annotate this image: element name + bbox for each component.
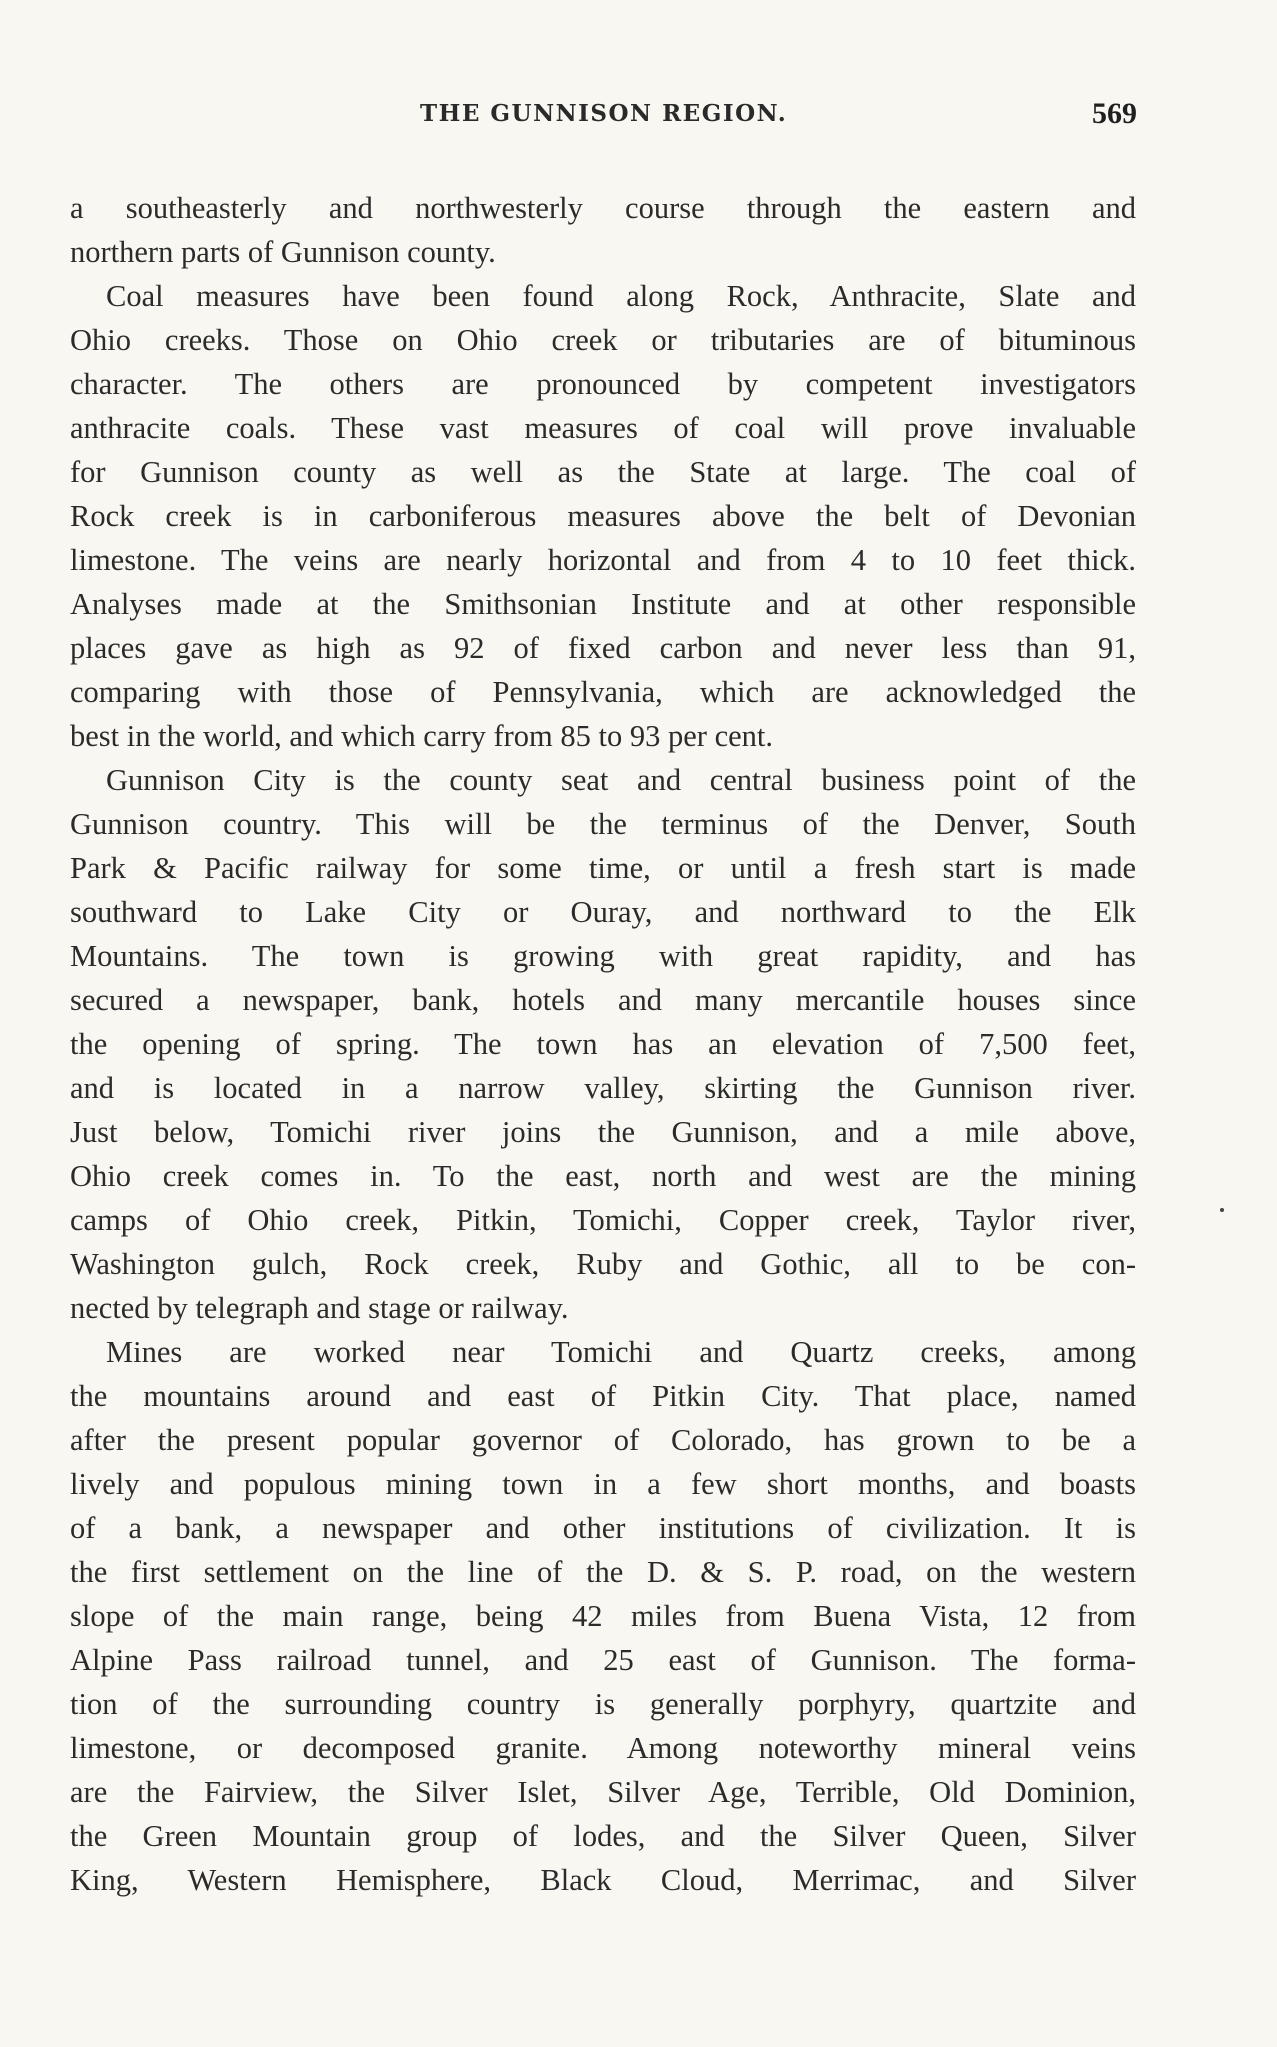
page-number: 569 — [1092, 97, 1137, 130]
text-line: southward to Lake City or Ouray, and northward to the Elk — [70, 895, 1136, 929]
text-line: King, Western Hemisphere, Black Cloud, Merrimac, and Silver — [70, 1863, 1136, 1897]
text-line: Gunnison country. This will be the terminus of the Denver, South — [70, 807, 1136, 841]
running-title: THE GUNNISON REGION. — [420, 100, 788, 127]
text-line: Rock creek is in carboniferous measures above the belt of Devonian — [70, 499, 1136, 533]
text-line: nected by telegraph and stage or railway. — [70, 1291, 569, 1325]
text-line: the opening of spring. The town has an elevation of 7,500 feet, — [70, 1027, 1136, 1061]
text-line: best in the world, and which carry from 85 to 93 per cent. — [70, 719, 773, 753]
text-line: comparing with those of Pennsylvania, which are acknowledged the — [70, 675, 1136, 709]
text-line: slope of the main range, being 42 miles from Buena Vista, 12 from — [70, 1599, 1136, 1633]
text-line: Mountains. The town is growing with great rapidity, and has — [70, 939, 1136, 973]
text-line: northern parts of Gunnison county. — [70, 235, 496, 269]
text-line: Ohio creeks. Those on Ohio creek or tributaries are of bituminous — [70, 323, 1136, 357]
text-line: limestone. The veins are nearly horizontal and from 4 to 10 feet thick. — [70, 543, 1136, 577]
text-line: secured a newspaper, bank, hotels and many mercantile houses since — [70, 983, 1136, 1017]
running-head — [0, 97, 1277, 134]
text-line: Coal measures have been found along Rock, Anthracite, Slate and — [106, 279, 1136, 313]
text-line: Washington gulch, Rock creek, Ruby and Gothic, all to be con- — [70, 1247, 1136, 1281]
text-line: Park & Pacific railway for some time, or until a fresh start is made — [70, 851, 1136, 885]
text-line: Mines are worked near Tomichi and Quartz creeks, among — [106, 1335, 1136, 1369]
text-line: of a bank, a newspaper and other institutions of civilization. It is — [70, 1511, 1136, 1545]
text-line: Just below, Tomichi river joins the Gunnison, and a mile above, — [70, 1115, 1136, 1149]
text-line: anthracite coals. These vast measures of coal will prove invaluable — [70, 411, 1136, 445]
text-line: places gave as high as 92 of fixed carbon and never less than 91, — [70, 631, 1136, 665]
text-line: after the present popular governor of Colorado, has grown to be a — [70, 1423, 1136, 1457]
text-line: and is located in a narrow valley, skirting the Gunnison river. — [70, 1071, 1136, 1105]
text-line: the Green Mountain group of lodes, and the Silver Queen, Silver — [70, 1819, 1136, 1853]
text-line: for Gunnison county as well as the State at large. The coal of — [70, 455, 1136, 489]
text-line: Ohio creek comes in. To the east, north and west are the mining — [70, 1159, 1136, 1193]
text-line: Analyses made at the Smithsonian Institute and at other responsible — [70, 587, 1136, 621]
text-line: lively and populous mining town in a few short months, and boasts — [70, 1467, 1136, 1501]
text-line: the first settlement on the line of the D. & S. P. road, on the western — [70, 1555, 1136, 1589]
text-line: Gunnison City is the county seat and central business point of the — [106, 763, 1136, 797]
text-line: the mountains around and east of Pitkin City. That place, named — [70, 1379, 1136, 1413]
text-line: a southeasterly and northwesterly course through the eastern and — [70, 191, 1136, 225]
text-line: tion of the surrounding country is generally porphyry, quartzite and — [70, 1687, 1136, 1721]
text-line: camps of Ohio creek, Pitkin, Tomichi, Copper creek, Taylor river, — [70, 1203, 1136, 1237]
text-line: character. The others are pronounced by competent investigators — [70, 367, 1136, 401]
body-text — [70, 186, 1136, 1902]
margin-speck — [1220, 1208, 1224, 1212]
text-line: are the Fairview, the Silver Islet, Silver Age, Terrible, Old Dominion, — [70, 1775, 1136, 1809]
text-line: Alpine Pass railroad tunnel, and 25 east of Gunnison. The forma- — [70, 1643, 1136, 1677]
text-line: limestone, or decomposed granite. Among noteworthy mineral veins — [70, 1731, 1136, 1765]
